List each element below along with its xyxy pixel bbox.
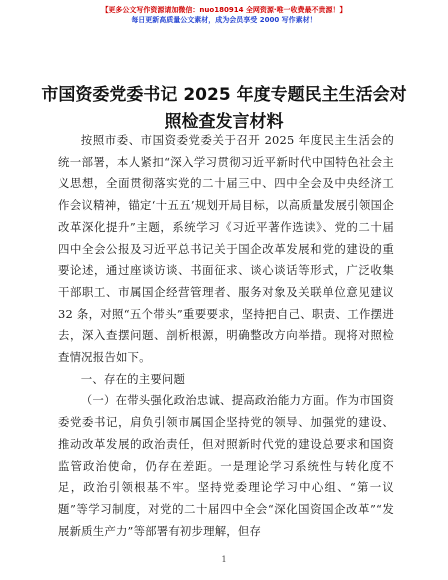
section-heading: 一、存在的主要问题 [80, 371, 186, 386]
document-title: 市国资委党委书记 2025 年度专题民主生活会对照检查发言材料 [41, 85, 407, 132]
body-paragraph: （一）在带头强化政治忠诚、提高政治能力方面。作为市国资委党委书记，肩负引领市属国企坚持党的领导、加强党的建设、推动改革发展的政治责任，但对照新时代党的建设总要求和国资监管政治使命，仍存在差距。一是理论学习系统性与转化度不足，政治引领根基不牢。坚持党委理论学习中心组、“第一议题”等学习制度，对党的二十届四中全会“深化国资国企改革”“发展新质生产力”等部署有初步理解，但存 [58, 393, 394, 538]
page-number: 1 [221, 555, 227, 564]
body-paragraph: 按照市委、市国资委党委关于召开 2025 年度民主生活会的统一部署，本人紧扣“深入学习贯彻习近平新时代中国特色社会主义思想，全面贯彻落实党的二十届三中、四中全会及中央经济工作会议精神，锚定‘十五五’规划开局目标，以高质量发展引领国企改革深化提升”主题，系统学习《习近平著作选读》、党的二十届四中全会公报及习近平总书记关于国企改革发展和党的建设的重要论述，通过座谈访谈、书面征求、谈心谈话等形式，广泛收集干部职工、市属国企经营管理者、服务对象及关联单位意见建议 32 条，对照“五个带头”重要要求，坚持把自己、职责、工作摆进去，深入查摆问题、剖析根源，明确整改方向举措。现将对照检查情况报告如下。 [58, 133, 394, 365]
promo-banner-line-2: 每日更新高质量公文素材，成为会员享受 2000 写作素材！ [131, 16, 317, 24]
promo-banner-line-1: 【更多公文写作资源请加微信：nuo180914 全网资源·唯一收费最不贵源！】 [101, 6, 347, 14]
document-body [58, 130, 394, 542]
promo-banner [0, 5, 448, 25]
